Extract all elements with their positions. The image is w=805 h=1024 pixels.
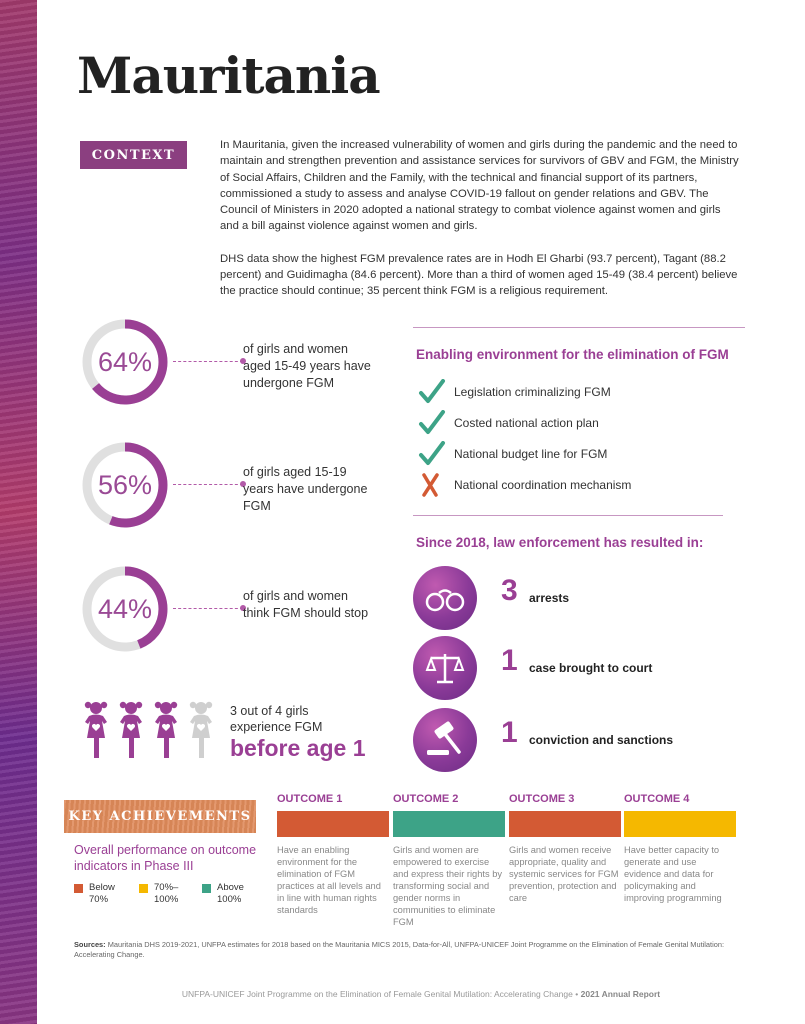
footer-text: UNFPA-UNICEF Joint Programme on the Elimination of Female Genital Mutilation: Accelerating Change (181, 989, 573, 999)
key-achievements-tag: KEY ACHIEVEMENTS (64, 800, 256, 833)
outcome-status-bar (393, 811, 505, 837)
scales-icon (413, 636, 477, 700)
sources-text: Mauritania DHS 2019-2021, UNFPA estimates for 2018 based on the Mauritania MICS 2015, Data-for-All, UNFPA-UNICEF Joint Programme on the Elimination of Female Genital Mutilation: Accelerating Change. (74, 940, 724, 959)
connector-line (173, 608, 243, 609)
sources-label: Sources: (74, 940, 106, 949)
footer-separator: • (575, 989, 579, 999)
page-title: Mauritania (77, 46, 380, 105)
checklist-item (416, 469, 631, 500)
enabling-checklist (416, 376, 631, 500)
enforcement-item (413, 566, 743, 630)
stat-percent: 56% (97, 469, 153, 500)
outcome-column (624, 793, 736, 904)
enforcement-label: arrests (529, 591, 570, 605)
gavel-icon (413, 708, 477, 772)
enforcement-number: 1 (501, 716, 518, 749)
divider (413, 327, 745, 328)
context-text (220, 137, 740, 316)
checklist-label: Legislation criminalizing FGM (454, 384, 611, 399)
girls-icon-group (80, 698, 220, 760)
context-paragraph-1: In Mauritania, given the increased vulnerability of women and girls during the pandemic and the need to maintain and strengthen prevention and assistance services for survivors of GBV and FGM, the Ministry of Social Affairs, Children and the Family, with the technical and financial support of its partners, commissioned a study to assess and analyse COVID-19 fallout on gender relations and GBV. The Council of Ministers in 2020 adopted a national strategy to combat violence against women and girls and a bill against violence against women and girls. (220, 139, 739, 233)
outcome-status-bar (624, 811, 736, 837)
stat-description: of girls aged 15-19 years have undergone FGM (243, 465, 368, 513)
checklist-label: National budget line for FGM (454, 446, 608, 461)
sources-note (74, 940, 744, 960)
connector-line (173, 484, 243, 485)
outcome-title: OUTCOME 4 (624, 793, 690, 805)
outcome-column (277, 793, 389, 916)
stat-block (80, 440, 400, 530)
context-paragraph-2: DHS data show the highest FGM prevalence rates are in Hodh El Gharbi (93.7 percent), Tagant (88.2 percent) and Guidimagha (84.6 percent). More than a third of women aged 15-49 (38.4 percent) believe the practice should continue; 35 percent think FGM is a religious requirement. (220, 252, 738, 298)
page-footer (0, 989, 805, 999)
enabling-heading: Enabling environment for the elimination of FGM (416, 347, 729, 362)
check-icon (416, 410, 454, 436)
legend-label: Above 100% (217, 882, 244, 905)
outcome-status-bar (277, 811, 389, 837)
checklist-item (416, 407, 631, 438)
legend-label: 70%–100% (154, 882, 179, 905)
divider (413, 515, 723, 516)
girl-icon-filled (120, 702, 142, 758)
stat-block (80, 564, 400, 654)
stat-percent: 44% (97, 593, 153, 624)
checklist-label: Costed national action plan (454, 415, 599, 430)
enforcement-heading: Since 2018, law enforcement has resulted in: (416, 535, 704, 550)
outcome-title: OUTCOME 1 (277, 793, 343, 805)
legend-swatch (139, 884, 148, 893)
stat-description: of girls and women think FGM should stop (243, 589, 369, 620)
outcome-title: OUTCOME 2 (393, 793, 459, 805)
outcome-column (509, 793, 621, 904)
enforcement-label: conviction and sanctions (529, 733, 674, 747)
girls-stat-text: 3 out of 4 girls experience FGM (230, 704, 323, 734)
checklist-item (416, 376, 631, 407)
handcuffs-icon (413, 566, 477, 630)
enforcement-number: 3 (501, 574, 518, 607)
footer-report: 2021 Annual Report (580, 989, 661, 999)
cross-icon (416, 472, 454, 498)
stat-description: of girls and women aged 15-49 years have undergone FGM (243, 342, 371, 390)
decorative-side-strip (0, 0, 37, 1024)
legend-item (74, 882, 134, 906)
outcome-description: Have an enabling environment for the elimination of FGM practices at all levels and in line with human rights standards (277, 845, 381, 915)
outcome-description: Girls and women receive appropriate, quality and systemic services for FGM prevention, protection and care (509, 845, 619, 903)
enforcement-item (413, 636, 743, 700)
legend-item (202, 882, 262, 906)
outcome-title: OUTCOME 3 (509, 793, 575, 805)
girl-icon-empty (190, 702, 212, 758)
performance-title: Overall performance on outcome indicators in Phase III (74, 843, 257, 873)
stat-block (80, 317, 400, 407)
enforcement-item (413, 708, 743, 772)
check-icon (416, 379, 454, 405)
stat-percent: 64% (97, 346, 153, 377)
checklist-item (416, 438, 631, 469)
checklist-label: National coordination mechanism (454, 477, 632, 492)
girl-icon-filled (155, 702, 177, 758)
enforcement-label: case brought to court (529, 661, 653, 675)
legend-label: Below 70% (89, 882, 115, 905)
outcome-description: Have better capacity to generate and use evidence and data for policymaking and improving programming (624, 845, 722, 903)
connector-line (173, 361, 243, 362)
outcome-status-bar (509, 811, 621, 837)
check-icon (416, 441, 454, 467)
enforcement-number: 1 (501, 644, 518, 677)
context-tag: CONTEXT (80, 141, 187, 169)
legend-item (139, 882, 199, 906)
girls-stat-highlight: before age 1 (230, 735, 366, 761)
legend-swatch (202, 884, 211, 893)
outcome-column (393, 793, 505, 928)
legend-swatch (74, 884, 83, 893)
girl-icon-filled (85, 702, 107, 758)
outcome-description: Girls and women are empowered to exercise and express their rights by transforming social and gender norms in communities to eliminate FGM (393, 845, 503, 927)
